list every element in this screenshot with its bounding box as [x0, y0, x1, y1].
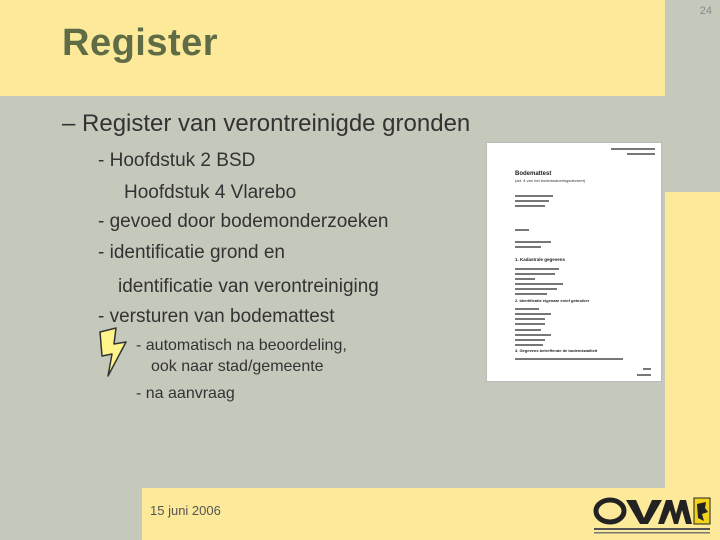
right-accent-panel — [665, 192, 720, 488]
sub-bullet-item: ook naar stad/gemeente — [151, 358, 324, 375]
bullet-item: - Hoofdstuk 2 BSD — [98, 150, 256, 171]
lightning-bolt-icon — [96, 326, 136, 378]
ovam-logo — [592, 494, 712, 536]
thumbnail-section-3: 3. Gegevens betreffende de bodemkwaliteit — [515, 348, 598, 353]
thumbnail-heading: Bodemattest — [515, 171, 552, 177]
document-thumbnail — [486, 142, 662, 382]
thumbnail-section-1: 1. Kadastrale gegevens — [515, 257, 566, 262]
footer-date: 15 juni 2006 — [150, 503, 221, 518]
sub-bullet-item: - na aanvraag — [136, 385, 235, 402]
bullet-item: - versturen van bodemattest — [98, 306, 335, 327]
bullet-item: Hoofdstuk 4 Vlarebo — [124, 182, 297, 203]
bullet-item: identificatie van verontreiniging — [118, 276, 379, 297]
thumbnail-subheading: (art. 4 van het bodemsaneringsdecreet) — [515, 178, 586, 183]
bullet-level1: – Register van verontreinigde gronden — [62, 110, 471, 137]
thumbnail-section-2: 2. Identificatie eigenaar en/of gebruiker — [515, 298, 590, 303]
bullet-item: - gevoed door bodemonderzoeken — [98, 211, 389, 232]
slide-title: Register — [62, 22, 219, 64]
page-number: 24 — [699, 5, 712, 17]
bullet-item: - identificatie grond en — [98, 242, 285, 263]
sub-bullet-item: - automatisch na beoordeling, — [136, 337, 347, 354]
